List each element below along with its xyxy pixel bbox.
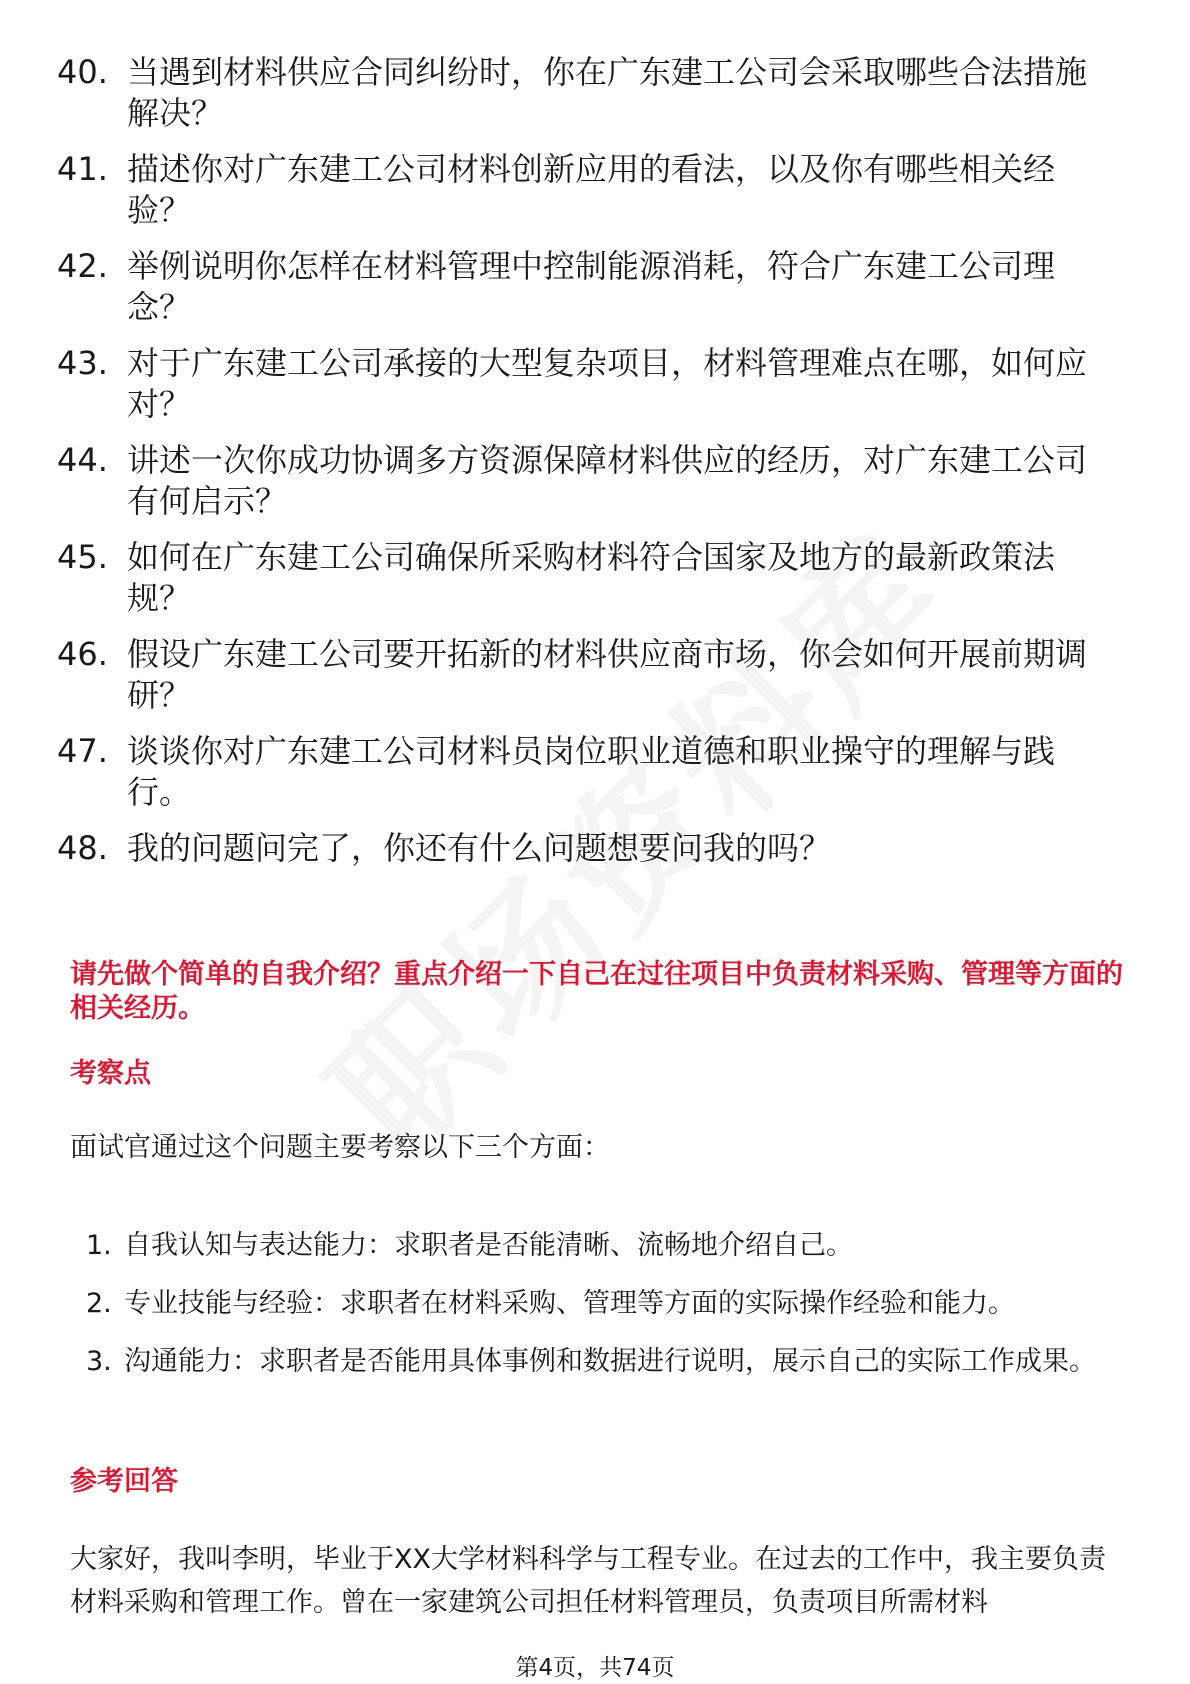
question-text: 我的问题问完了，你还有什么问题想要问我的吗？	[127, 829, 832, 867]
question-item	[57, 828, 1117, 869]
question-number: 48.	[57, 829, 108, 867]
page-footer: 第4页，共74页	[515, 1655, 675, 1681]
question-item	[57, 343, 1117, 425]
point-number: 1.	[86, 1230, 112, 1261]
question-number: 40.	[57, 53, 108, 91]
examine-intro: 面试官通过这个问题主要考察以下三个方面：	[70, 1132, 610, 1163]
question-number: 46.	[57, 635, 108, 673]
question-number: 41.	[57, 150, 108, 188]
question-text: 举例说明你怎样在材料管理中控制能源消耗，符合广东建工公司理念？	[127, 247, 1056, 326]
question-text: 对于广东建工公司承接的大型复杂项目，材料管理难点在哪，如何应对？	[127, 344, 1088, 423]
question-item	[57, 731, 1117, 813]
question-number: 47.	[57, 732, 108, 770]
question-item	[57, 149, 1117, 231]
question-item	[57, 246, 1117, 328]
question-text: 讲述一次你成功协调多方资源保障材料供应的经历，对广东建工公司有何启示？	[127, 441, 1088, 520]
examine-heading: 考察点	[70, 1058, 151, 1089]
question-number: 43.	[57, 344, 108, 382]
question-list	[57, 52, 1117, 884]
question-number: 42.	[57, 247, 108, 285]
question-number: 45.	[57, 538, 108, 576]
section-question-heading: 请先做个简单的自我介绍？重点介绍一下自己在过往项目中负责材料采购、管理等方面的相关经历。	[70, 959, 1123, 1024]
question-text: 假设广东建工公司要开拓新的材料供应商市场，你会如何开展前期调研？	[127, 635, 1088, 714]
point-text: 自我认知与表达能力：求职者是否能清晰、流畅地介绍自己。	[124, 1230, 853, 1261]
question-item	[57, 634, 1117, 716]
point-text: 专业技能与经验：求职者在材料采购、管理等方面的实际操作经验和能力。	[124, 1288, 1015, 1319]
question-text: 如何在广东建工公司确保所采购材料符合国家及地方的最新政策法规？	[127, 538, 1056, 617]
question-text: 谈谈你对广东建工公司材料员岗位职业道德和职业操守的理解与践行。	[127, 732, 1056, 811]
point-text: 沟通能力：求职者是否能用具体事例和数据进行说明，展示自己的实际工作成果。	[124, 1346, 1096, 1377]
point-number: 2.	[86, 1288, 112, 1319]
question-item	[57, 52, 1117, 134]
question-text: 描述你对广东建工公司材料创新应用的看法，以及你有哪些相关经验？	[127, 150, 1056, 229]
point-number: 3.	[86, 1346, 112, 1377]
question-text: 当遇到材料供应合同纠纷时，你在广东建工公司会采取哪些合法措施解决？	[127, 53, 1088, 132]
question-number: 44.	[57, 441, 108, 479]
reference-answer-text: 大家好，我叫李明，毕业于XX大学材料科学与工程专业。在过去的工作中，我主要负责材料采购和管理工作。曾在一家建筑公司担任材料管理员，负责项目所需材料	[70, 1544, 1106, 1618]
question-item	[57, 537, 1117, 619]
reference-heading: 参考回答	[70, 1466, 178, 1497]
question-item	[57, 440, 1117, 522]
examine-point	[86, 1275, 1126, 1333]
examine-points-list	[86, 1217, 1126, 1391]
examine-point	[86, 1333, 1126, 1391]
examine-point	[86, 1217, 1126, 1275]
